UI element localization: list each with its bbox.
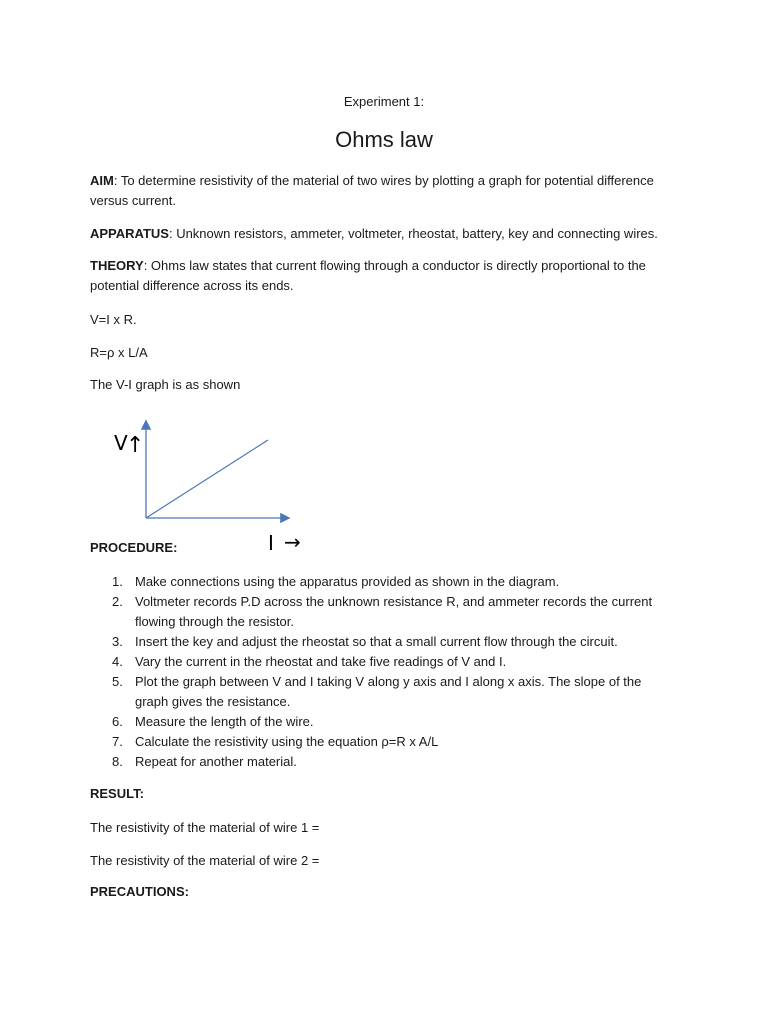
procedure-step — [90, 632, 670, 652]
procedure-step — [90, 592, 670, 632]
procedure-list — [90, 572, 670, 772]
precautions-heading: PRECAUTIONS: — [90, 884, 189, 899]
aim-paragraph — [90, 171, 680, 211]
aim-text: : To determine resistivity of the material of two wires by plotting a graph for potential difference versus current. — [90, 173, 654, 208]
step-number: 1. — [112, 574, 123, 589]
step-number: 4. — [112, 654, 123, 669]
graph-intro-text: The V-I graph is as shown — [90, 377, 241, 392]
equation-ohms-law: V=I x R. — [90, 312, 137, 327]
procedure-step — [90, 672, 670, 712]
result-line-2: The resistivity of the material of wire 2 = — [90, 853, 320, 868]
y-axis-label: V — [114, 431, 128, 455]
step-text: Plot the graph between V and I taking V along y axis and I along x axis. The slope of the graph gives the resistance. — [135, 674, 642, 709]
step-number: 8. — [112, 754, 123, 769]
step-number: 7. — [112, 734, 123, 749]
apparatus-paragraph — [90, 224, 680, 244]
aim-label: AIM — [90, 173, 114, 188]
procedure-step — [90, 572, 670, 592]
step-text: Vary the current in the rheostat and take five readings of V and I. — [135, 654, 507, 669]
vi-line — [146, 440, 268, 518]
procedure-step — [90, 732, 670, 752]
step-number: 2. — [112, 594, 123, 609]
vi-graph — [108, 418, 328, 558]
step-text: Repeat for another material. — [135, 754, 297, 769]
equation-resistivity: R=ρ x L/A — [90, 345, 148, 360]
step-number: 6. — [112, 714, 123, 729]
page-title: Ohms law — [335, 127, 433, 152]
y-axis-arrow-glyph: ↑ — [126, 433, 145, 458]
step-text: Voltmeter records P.D across the unknown resistance R, and ammeter records the current flowing through the resistor. — [135, 594, 653, 629]
result-line-1: The resistivity of the material of wire 1 = — [90, 820, 320, 835]
x-axis-arrow-glyph: → — [284, 530, 301, 554]
result-heading: RESULT: — [90, 786, 144, 801]
theory-label: THEORY — [90, 258, 144, 273]
procedure-step — [90, 652, 670, 672]
step-text: Insert the key and adjust the rheostat so that a small current flow through the circuit. — [135, 634, 618, 649]
step-number: 5. — [112, 674, 123, 689]
procedure-step — [90, 752, 670, 772]
procedure-heading: PROCEDURE: — [90, 540, 178, 555]
step-text: Measure the length of the wire. — [135, 714, 314, 729]
theory-paragraph — [90, 256, 680, 296]
step-number: 3. — [112, 634, 123, 649]
step-text: Make connections using the apparatus provided as shown in the diagram. — [135, 574, 560, 589]
apparatus-text: : Unknown resistors, ammeter, voltmeter, rheostat, battery, key and connecting wires. — [168, 226, 658, 241]
x-axis-label: I — [268, 531, 274, 555]
theory-text: : Ohms law states that current flowing through a conductor is directly proportional to the potential difference across its ends. — [90, 258, 646, 293]
procedure-step — [90, 712, 670, 732]
step-text: Calculate the resistivity using the equation ρ=R x A/L — [135, 734, 439, 749]
experiment-number: Experiment 1: — [343, 94, 425, 109]
apparatus-label: APPARATUS — [90, 226, 169, 241]
